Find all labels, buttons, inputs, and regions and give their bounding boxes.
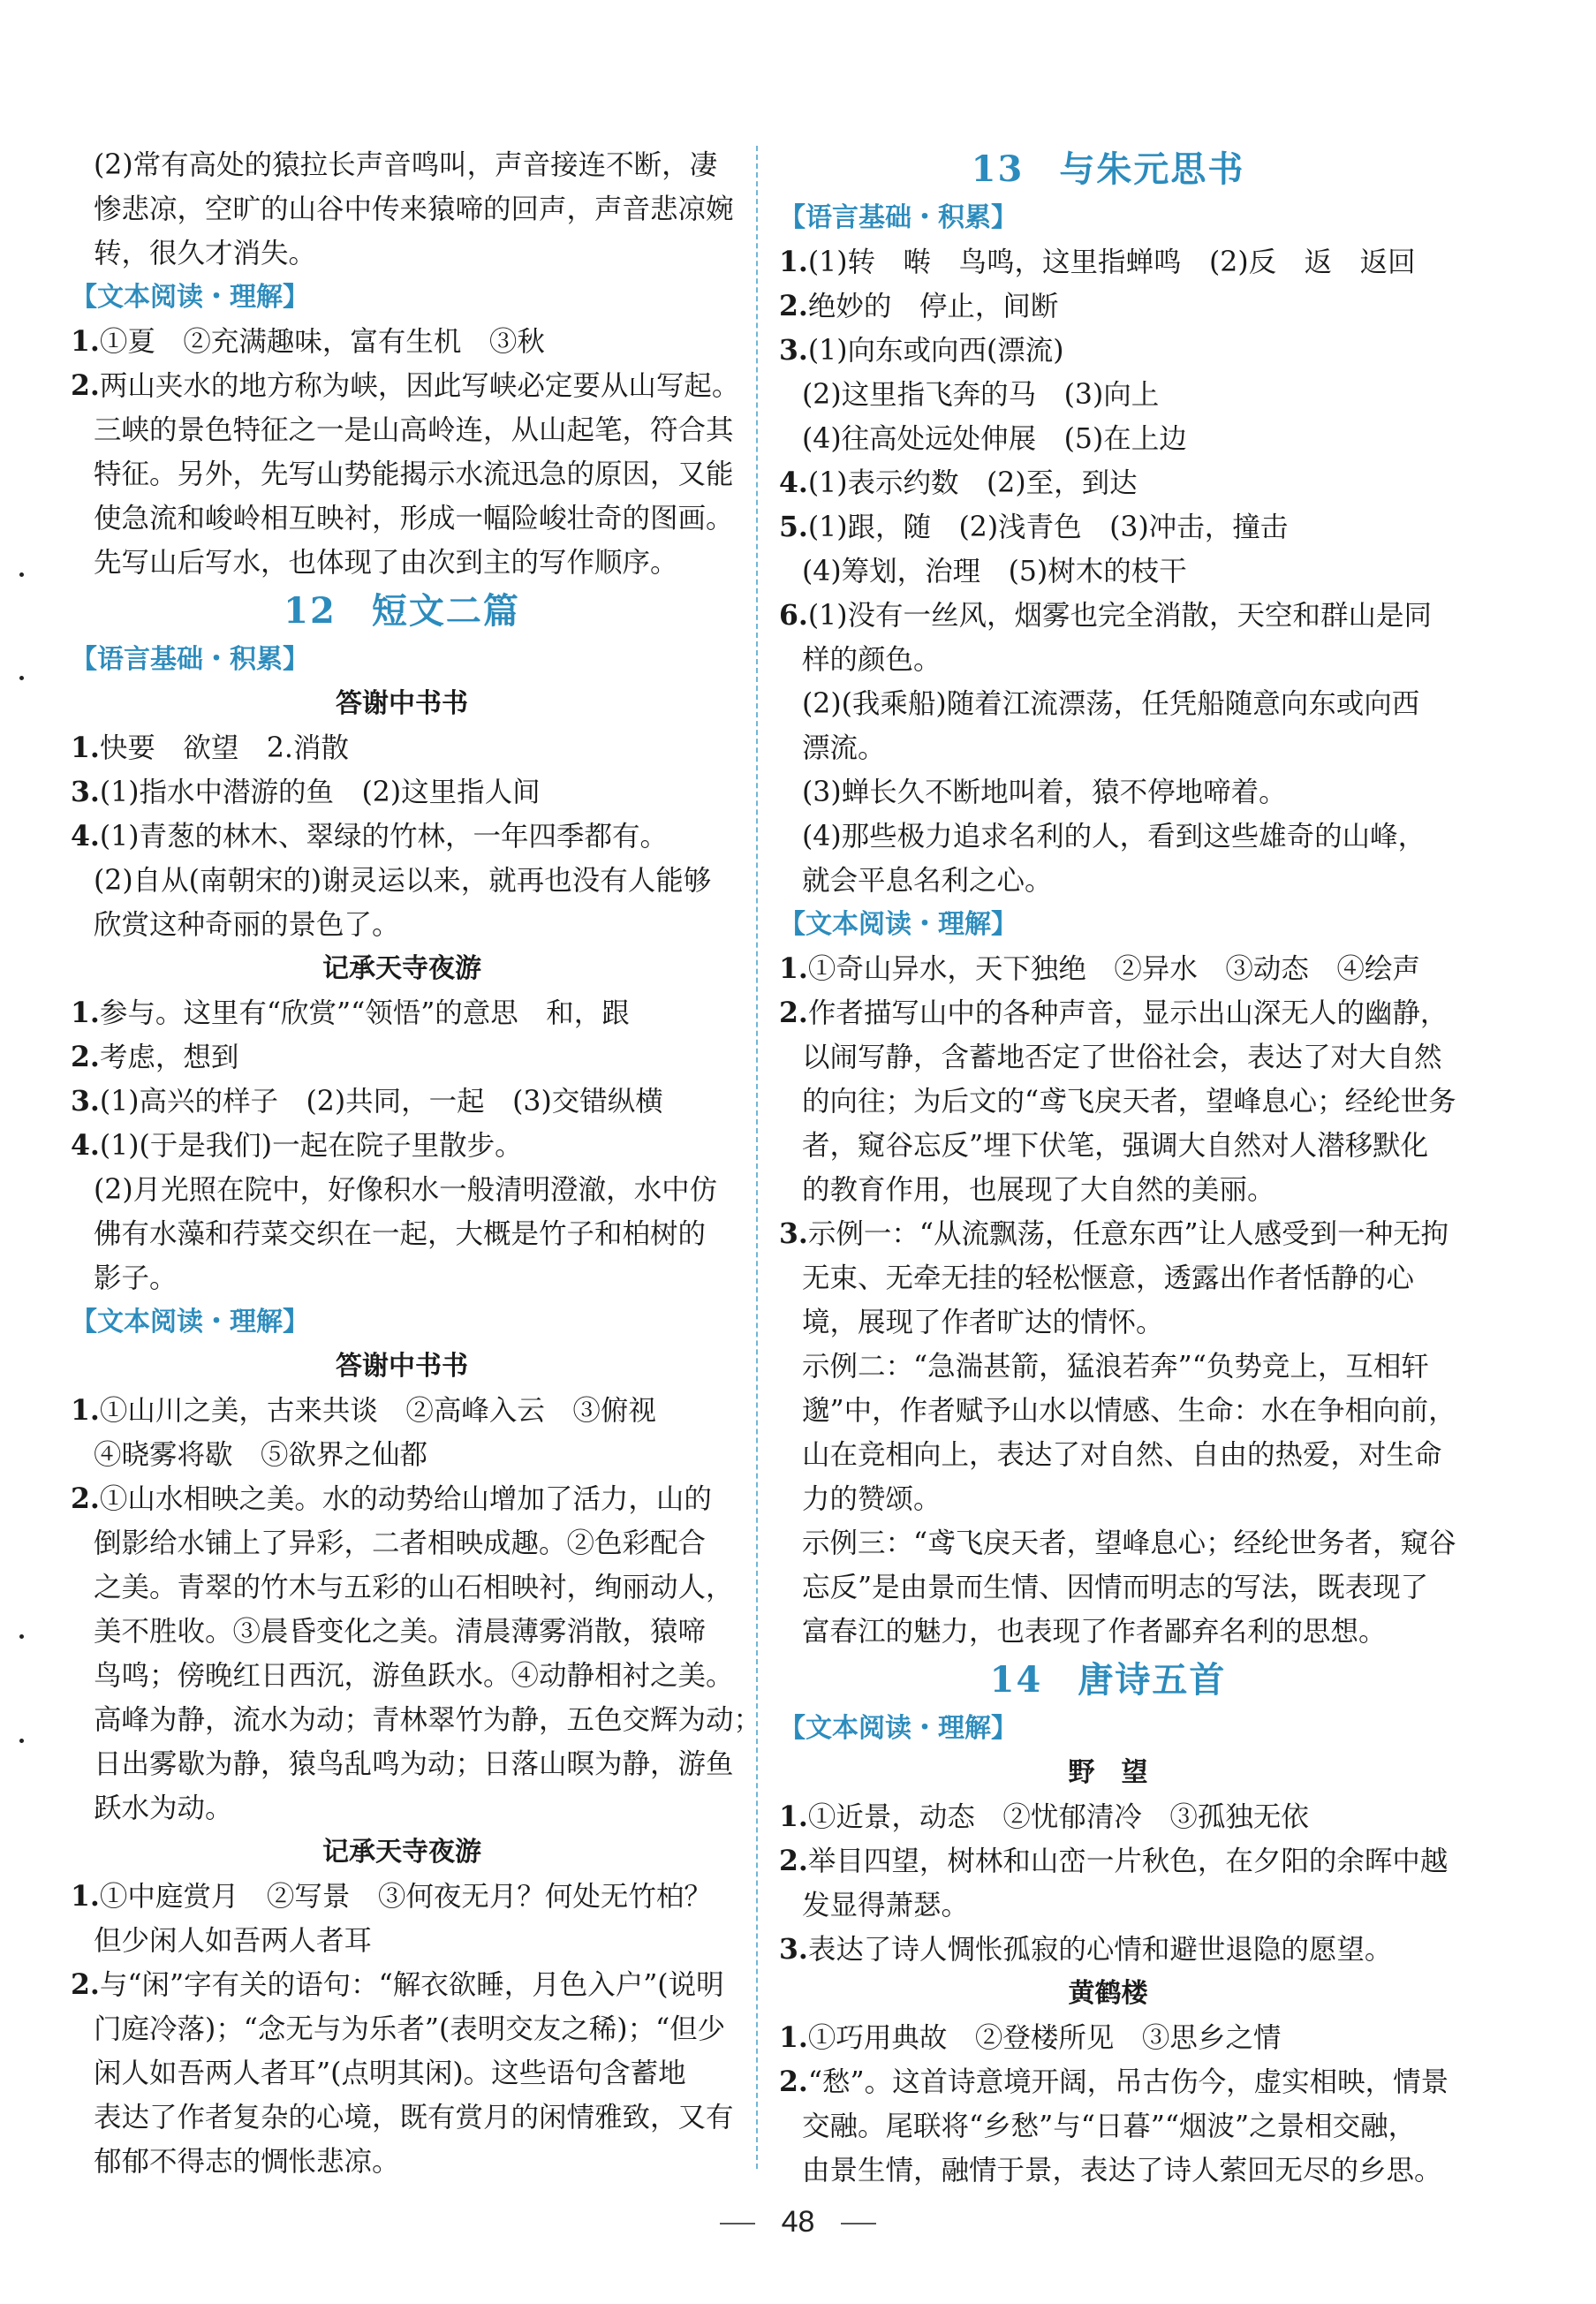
question-number: 2. [779,1845,808,1877]
answer-line [71,187,733,231]
margin-dot [19,676,24,680]
answer-line [779,373,1437,417]
margin-dot [19,572,24,577]
answer-line [779,726,1437,770]
answer-line [71,1963,733,2007]
question-number: 1. [71,731,100,764]
answer-text: 表达了诗人惆怅孤寂的心情和避世退隐的愿望。 [807,1934,1393,1966]
answer-text: 闲人如吾两人者耳”(点明其闲)。这些语句含蓄地 [94,2058,686,2089]
answer-line [71,2051,733,2096]
answer-text: (3)蝉长久不断地叫着，猿不停地啼着。 [802,777,1287,808]
section-heading: 【文本阅读・理解】 [71,282,309,313]
answer-line [779,1035,1442,1080]
answer-line [779,1124,1437,1168]
text-title: 记承天寺夜游 [322,953,481,984]
answer-line [71,1610,733,1654]
answer-line [779,417,1437,461]
answer-line [779,1610,1437,1654]
answer-text: 就会平息名利之心。 [802,865,1053,897]
answer-text: 高峰为静，流水为动；青林翠竹为静，五色交辉为动； [94,1704,762,1736]
answer-text: (4)那些极力追求名利的人，看到这些雄奇的山峰， [802,821,1426,853]
answer-text: 山在竞相向上，表达了对自然、自由的热爱，对生命 [802,1439,1442,1471]
answer-line [779,859,1437,903]
answer-text: 示例一：“从流飘荡，任意东西”让人感受到一种无拘 [807,1218,1449,1250]
answer-text: 富春江的魅力，也表现了作者鄙弃名利的思想。 [802,1616,1387,1648]
question-number: 2. [779,2065,808,2098]
answer-line [71,320,733,364]
chapter-heading [779,1654,1437,1707]
chapter-heading [71,585,733,638]
answer-text: ①山水相映之美。水的动势给山增加了活力，山的 [99,1483,712,1515]
answer-text: ①近景，动态 ②忧郁清冷 ③孤独无依 [807,1801,1309,1833]
chapter-title: 与朱元思书 [1059,148,1245,190]
right-column [779,143,1456,2193]
text-title: 记承天寺夜游 [322,1837,481,1868]
question-number: 1. [71,997,100,1029]
answer-line [71,1124,733,1168]
answer-text: (2)自从(南朝宋的)谢灵运以来，就再也没有人能够 [94,865,712,897]
answer-line [779,1300,1437,1345]
question-number: 4. [71,820,100,853]
question-number: 2. [71,1482,100,1515]
answer-line [779,1839,1449,1883]
answer-text: 无束、无牵无挂的轻松惬意，透露出作者恬静的心 [802,1262,1415,1294]
question-number: 2. [71,1968,100,2001]
answer-line [71,991,733,1035]
answer-text: 举目四望，树林和山峦一片秋色，在夕阳的余晖中越 [807,1845,1449,1877]
answer-text: 门庭冷落)；“念无与为乐者”(表明交友之稀)；“但少 [94,2013,726,2045]
answer-line [71,1080,733,1124]
question-number: 1. [779,952,808,985]
answer-line [779,2104,1437,2149]
answer-text: (1)转 啭 鸟鸣，这里指蝉鸣 (2)反 返 返回 [807,246,1416,278]
answer-text: (1)没有一丝风，烟雾也完全消散，天空和群山是同 [807,600,1433,632]
answer-text: 影子。 [94,1262,178,1294]
answer-text: (2)常有高处的猿拉长声音鸣叫，声音接连不断，凄 [94,149,718,181]
answer-text: 者，窥谷忘反”埋下伏笔，强调大自然对人潜移默化 [802,1130,1429,1162]
question-number: 5. [779,511,808,543]
answer-line [779,284,1437,329]
answer-line [779,1080,1456,1124]
answer-line [71,859,733,903]
question-number: 4. [779,466,808,499]
answer-line [779,1168,1437,1212]
answer-text: (2)月光照在院中，好像积水一般清明澄澈，水中仿 [94,1174,718,1206]
answer-line [71,1212,733,1256]
answer-text: ①奇山异水，天下独绝 ②异水 ③动态 ④绘声 [807,953,1420,985]
answer-line [71,903,733,947]
answer-text: 绝妙的 停止，间断 [807,291,1059,322]
answer-text: (2)这里指飞奔的马 (3)向上 [802,379,1160,411]
answer-line [779,1345,1437,1389]
answer-text: (1)跟，随 (2)浅青色 (3)冲击，撞击 [807,512,1289,543]
answer-line [779,991,1449,1035]
page-number: 48 [781,2205,815,2239]
answer-text: ①山川之美，古来共谈 ②高峰入云 ③俯视 [99,1395,656,1427]
footer-dash-left [720,2223,755,2224]
answer-line [779,2149,1442,2193]
answer-text: (1)指水中潜游的鱼 (2)这里指人间 [99,777,541,808]
answer-line [779,1433,1442,1477]
answer-line [71,2007,733,2051]
answer-line [71,1521,733,1565]
answer-text: 鸟鸣；傍晚红日西沉，游鱼跃水。④动静相衬之美。 [94,1660,734,1692]
answer-text: 郁郁不得志的惆怅悲凉。 [94,2146,400,2178]
answer-line [779,1477,1437,1521]
answer-text: (1)向东或向西(漂流) [807,335,1064,367]
answer-text: 交融。尾联将“乡愁”与“日暮”“烟波”之景相交融， [802,2111,1417,2142]
answer-text: 境，展现了作者旷达的情怀。 [802,1307,1164,1338]
answer-line [71,1389,733,1433]
question-number: 2. [71,369,100,402]
answer-line [71,1477,733,1521]
answer-text: 跃水为动。 [94,1792,233,1824]
margin-dot [19,1739,24,1743]
answer-text: (1)青葱的林木、翠绿的竹林，一年四季都有。 [99,821,669,853]
answer-line [779,770,1437,815]
answer-text: 惨悲凉，空旷的山谷中传来猿啼的回声，声音悲凉婉 [94,193,734,225]
answer-text: 两山夹水的地方称为峡，因此写峡必定要从山写起。 [99,370,740,402]
column-divider [756,146,758,2169]
answer-line [71,1654,733,1698]
answer-text: 忘反”是由景而生情、因情而明志的写法，既表现了 [802,1572,1429,1603]
answer-line [71,2096,733,2140]
question-number: 3. [71,776,100,808]
answer-line [71,1875,733,1919]
answer-text: ①中庭赏月 ②写景 ③何夜无月？何处无竹柏？ [99,1881,712,1913]
answer-line [71,1035,733,1080]
question-number: 3. [779,1933,808,1966]
answer-text: ④晓雾将歇 ⑤欲界之仙都 [94,1439,428,1471]
answer-line [71,1742,733,1786]
footer-dash-right [841,2223,876,2224]
text-title: 答谢中书书 [336,688,468,719]
answer-text: 三峡的景色特征之一是山高岭连，从山起笔，符合其 [94,414,734,446]
answer-line [779,505,1437,549]
answer-text: 快要 欲望 2.消散 [99,732,349,764]
answer-line [779,329,1437,373]
answer-text: 的教育作用，也展现了大自然的美丽。 [802,1174,1275,1206]
question-number: 2. [779,997,808,1029]
answer-text: 力的赞颂。 [802,1483,942,1515]
answer-line [779,1521,1456,1565]
chapter-number: 12 [284,590,337,632]
answer-text: 转，很久才消失。 [94,238,317,269]
section-heading: 【文本阅读・理解】 [71,1307,309,1338]
section-heading: 【语言基础・积累】 [779,202,1017,233]
answer-line [779,594,1437,638]
answer-text: 发显得萧瑟。 [802,1890,970,1921]
question-number: 1. [779,246,808,278]
answer-line [779,638,1437,682]
answer-text: 但少闲人如吾两人者耳 [94,1925,373,1957]
question-number: 2. [779,290,808,322]
answer-text: ①夏 ②充满趣味，富有生机 ③秋 [99,326,545,358]
answer-line [779,1795,1437,1839]
answer-line [71,726,733,770]
answer-line [71,1919,733,1963]
answer-line [71,1698,762,1742]
answer-line [71,364,740,408]
answer-text: 示例三：“鸢飞戾天者，望峰息心；经纶世务者，窥谷 [802,1527,1456,1559]
answer-text: “愁”。这首诗意境开阔，吊古伤今，虚实相映，情景 [807,2066,1449,2098]
answer-line [71,1433,733,1477]
answer-line [779,2016,1437,2060]
answer-line [779,2060,1449,2104]
answer-text: 以闹写静，含蓄地否定了世俗社会，表达了对大自然 [802,1042,1442,1073]
answer-line [779,815,1437,859]
question-number: 1. [71,1880,100,1913]
question-number: 2. [71,1041,100,1073]
page-footer [0,2200,1596,2244]
answer-text: 特征。另外，先写山势能揭示水流迅急的原因，又能 [94,459,734,490]
answer-line [779,549,1437,594]
answer-text: 的向往；为后文的“鸢飞戾天者，望峰息心；经纶世务 [802,1086,1456,1118]
left-column [71,143,762,2184]
answer-text: 倒影给水铺上了异彩，二者相映成趣。②色彩配合 [94,1527,707,1559]
answer-text: 美不胜收。③晨昏变化之美。清晨薄雾消散，猿啼 [94,1616,707,1648]
answer-text: (2)(我乘船)随着江流漂荡，任凭船随意向东或向西 [802,688,1420,720]
answer-line [779,240,1437,284]
answer-text: 样的颜色。 [802,644,942,676]
question-number: 3. [779,334,808,367]
chapter-title: 短文二篇 [371,590,520,632]
answer-line [71,143,733,187]
answer-line [71,541,733,585]
section-heading: 【文本阅读・理解】 [779,1713,1017,1744]
question-number: 1. [779,1800,808,1833]
answer-line [71,1256,733,1300]
answer-text: (1)(于是我们)一起在院子里散步。 [99,1130,523,1162]
answer-line [779,1883,1437,1928]
answer-line [71,815,733,859]
question-number: 1. [71,1394,100,1427]
question-number: 4. [71,1129,100,1162]
answer-line [779,1565,1437,1610]
answer-text: 之美。青翠的竹木与五彩的山石相映衬，绚丽动人， [94,1572,734,1603]
answer-line [71,231,733,276]
answer-text: 由景生情，融情于景，表达了诗人萦回无尽的乡思。 [802,2155,1442,2187]
section-heading: 【语言基础・积累】 [71,644,309,675]
answer-line [71,1786,733,1830]
answer-text: 漂流。 [802,732,886,764]
answer-text: 佛有水藻和荇菜交织在一起，大概是竹子和柏树的 [94,1218,707,1250]
answer-line [779,1928,1437,1972]
answer-text: 与“闲”字有关的语句：“解衣欲睡，月色入户”(说明 [99,1969,724,2001]
answer-line [71,408,733,452]
answer-line [779,1212,1449,1256]
answer-line [779,1256,1437,1300]
question-number: 1. [779,2021,808,2054]
question-number: 3. [779,1217,808,1250]
chapter-heading [779,143,1437,196]
chapter-number: 13 [971,148,1025,190]
answer-line [71,452,733,496]
answer-text: (1)高兴的样子 (2)共同，一起 (3)交错纵横 [99,1086,663,1118]
question-number: 1. [71,325,100,358]
answer-text: 先写山后写水，也体现了由次到主的写作顺序。 [94,547,678,579]
answer-text: 考虑，想到 [99,1042,239,1073]
margin-dot [19,1634,24,1639]
answer-line [779,682,1437,726]
answer-text: ①巧用典故 ②登楼所见 ③思乡之情 [807,2022,1282,2054]
answer-text: (1)表示约数 (2)至，到达 [807,467,1138,499]
text-title: 黄鹤楼 [1068,1978,1148,2009]
answer-text: 日出雾歇为静，猿鸟乱鸣为动；日落山暝为静，游鱼 [94,1748,734,1780]
question-number: 6. [779,599,808,632]
answer-line [779,947,1437,991]
answer-text: 欣赏这种奇丽的景色了。 [94,909,400,941]
answer-text: (4)筹划，治理 (5)树木的枝干 [802,556,1187,587]
text-title: 答谢中书书 [336,1351,468,1382]
chapter-title: 唐诗五首 [1078,1659,1227,1701]
answer-text: 表达了作者复杂的心境，既有赏月的闲情雅致，又有 [94,2102,734,2133]
answer-text: 作者描写山中的各种声音，显示出山深无人的幽静， [807,997,1449,1029]
text-title: 野 望 [1068,1757,1148,1788]
answer-line [779,461,1437,505]
chapter-number: 14 [989,1659,1043,1701]
answer-text: 示例二：“急湍甚箭，猛浪若奔”“负势竞上，互相轩 [802,1351,1429,1383]
answer-text: 参与。这里有“欣赏”“领悟”的意思 和，跟 [99,997,630,1029]
answer-text: (4)往高处远处伸展 (5)在上边 [802,423,1187,455]
answer-line [71,1168,733,1212]
question-number: 3. [71,1085,100,1118]
answer-line [71,1565,733,1610]
answer-text: 邈”中，作者赋予山水以情感、生命：水在争相向前， [802,1395,1456,1427]
answer-line [71,2140,733,2184]
answer-line [71,496,733,541]
answer-line [71,770,733,815]
answer-line [779,1389,1456,1433]
answer-text: 使急流和峻岭相互映衬，形成一幅险峻壮奇的图画。 [94,503,734,534]
section-heading: 【文本阅读・理解】 [779,909,1017,940]
